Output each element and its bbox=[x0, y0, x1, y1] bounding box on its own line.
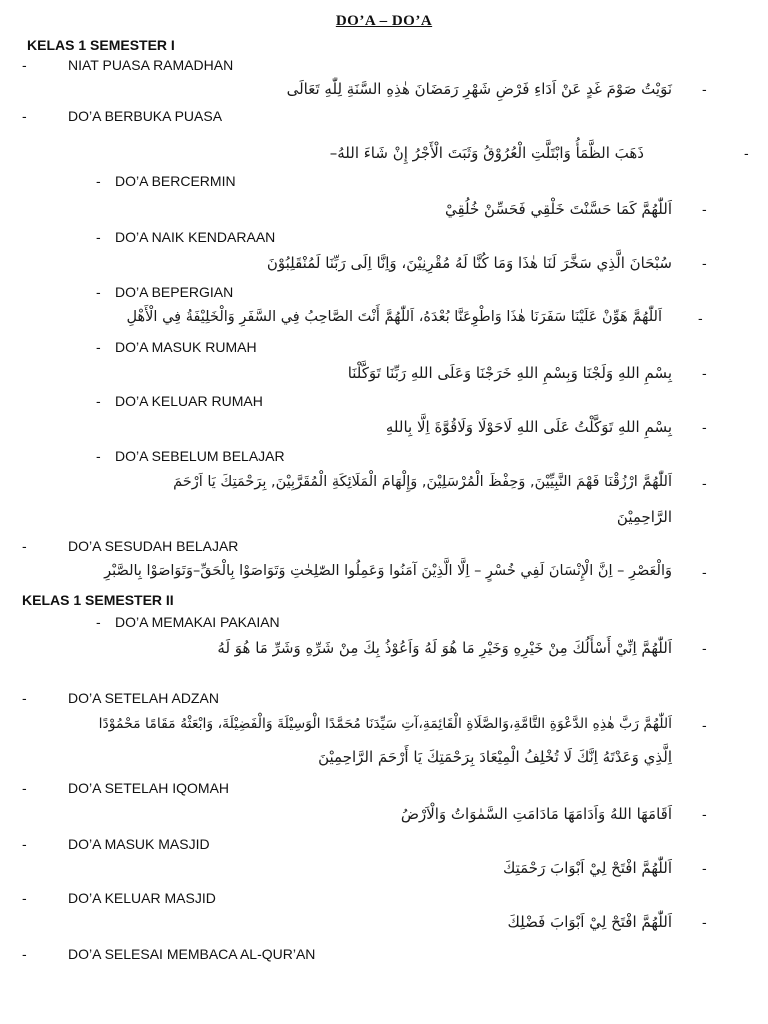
arabic-sebelum-belajar-line-2: الرَّاحِمِيْنَ bbox=[616, 508, 672, 526]
arabic-masuk-masjid: اَللّٰهُمَّ افْتَحْ لِيْ اَبْوَابَ رَحْمَتِكَ bbox=[502, 859, 672, 877]
list-dash: - bbox=[96, 229, 101, 245]
list-dash: - bbox=[96, 614, 101, 630]
section-heading-semester-2: KELAS 1 SEMESTER II bbox=[22, 592, 174, 608]
arabic-naik-kendaraan: سُبْحَانَ الَّذِي سَخَّرَ لَنَا هٰذَا وَمَا كُنَّا لَهُ مُقْرِنِيْنَ، وَاِنَّا اِلَى رَبِّنَا لَمُنْقَلِبُوْنَ bbox=[266, 254, 672, 272]
label-bercermin: DO’A BERCERMIN bbox=[115, 173, 236, 189]
label-masuk-rumah: DO’A MASUK RUMAH bbox=[115, 339, 257, 355]
label-bepergian: DO’A BEPERGIAN bbox=[115, 284, 234, 300]
list-dash: - bbox=[702, 860, 707, 876]
arabic-keluar-masjid: اَللّٰهُمَّ افْتَحْ لِيْ اَبْوَابَ فَضْلِكَ bbox=[507, 913, 672, 931]
arabic-sebelum-belajar-line-1: اَللّٰهُمَّ ارْزُقْنَا فَهْمَ النَّبِيِّيْنَ, وَحِفْظَ الْمُرْسَلِيْنَ, وَإِلْهَامَ الْمَلَائِكَةِ الْمُقَرَّبِيْنَ, بِرَحْمَتِكَ يَا اَرْحَمَ bbox=[173, 474, 672, 490]
list-dash: - bbox=[702, 201, 707, 217]
list-dash: - bbox=[698, 310, 703, 326]
list-dash: - bbox=[702, 564, 707, 580]
label-setelah-adzan: DO’A SETELAH ADZAN bbox=[68, 690, 219, 706]
list-dash: - bbox=[702, 914, 707, 930]
label-selesai-membaca-quran: DO’A SELESAI MEMBACA AL-QUR’AN bbox=[68, 946, 316, 962]
list-dash: - bbox=[702, 475, 707, 491]
list-dash: - bbox=[702, 365, 707, 381]
list-dash: - bbox=[96, 448, 101, 464]
label-berbuka-puasa: DO’A BERBUKA PUASA bbox=[68, 108, 223, 124]
list-dash: - bbox=[744, 145, 749, 161]
list-dash: - bbox=[96, 173, 101, 189]
list-dash: - bbox=[702, 419, 707, 435]
list-dash: - bbox=[702, 806, 707, 822]
arabic-setelah-iqomah: اَقَامَهَا اللهُ وَاَدَامَهَا مَادَامَتِ السَّمٰوَاتُ وَالْاَرْضُ bbox=[400, 805, 672, 823]
arabic-setelah-adzan-line-2: اِلَّذِي وَعَدْتَهُ اِنَّكَ لَا تُخْلِفُ الْمِيْعَادَ بِرَحْمَتِكَ يَا أَرْحَمَ الرَّاحِمِيْنَ bbox=[318, 748, 672, 766]
arabic-memakai-pakaian: اَللّٰهُمَّ اِنِّيْ أَسْأَلُكَ مِنْ خَيْرِهِ وَخَيْرِ مَا هُوَ لَهُ وَاَعُوْذُ بِكَ مِنْ شَرِّهِ وَشَرِّ مَا هُوَ لَهُ bbox=[217, 639, 672, 657]
label-keluar-masjid: DO’A KELUAR MASJID bbox=[68, 890, 216, 906]
list-dash: - bbox=[96, 393, 101, 409]
list-dash: - bbox=[702, 640, 707, 656]
label-naik-kendaraan: DO’A NAIK KENDARAAN bbox=[115, 229, 276, 245]
list-dash: - bbox=[22, 108, 27, 124]
label-memakai-pakaian: DO’A MEMAKAI PAKAIAN bbox=[115, 614, 280, 630]
label-setelah-iqomah: DO’A SETELAH IQOMAH bbox=[68, 780, 230, 796]
arabic-keluar-rumah: بِسْمِ اللهِ تَوَكَّلْتُ عَلَى اللهِ لَاحَوْلَا وَلَاقُوَّةَ اِلَّا بِاللهِ bbox=[385, 418, 672, 436]
list-dash: - bbox=[702, 717, 707, 733]
section-heading-semester-1: KELAS 1 SEMESTER I bbox=[27, 37, 175, 53]
list-dash: - bbox=[22, 780, 27, 796]
arabic-masuk-rumah: بِسْمِ اللهِ وَلَجْنَا وَبِسْمِ اللهِ خَرَجْنَا وَعَلَى اللهِ رَبِّنَا تَوَكَّلْنَا bbox=[347, 364, 672, 382]
arabic-sesudah-belajar: وَالْعَصْرِ – اِنَّ الْإِنْسَانَ لَفِي خُسْرٍ – اِلَّا الَّذِيْنَ آمَنُوا وَعَمِلُوا الصّٰلِحٰتِ وَتَوَاصَوْا بِالْحَقِّ–وَتَوَاصَوْا بِالصَّبْرِ bbox=[104, 563, 672, 579]
label-niat-puasa: NIAT PUASA RAMADHAN bbox=[68, 57, 234, 73]
label-keluar-rumah: DO’A KELUAR RUMAH bbox=[115, 393, 263, 409]
label-masuk-masjid: DO’A MASUK MASJID bbox=[68, 836, 210, 852]
list-dash: - bbox=[22, 890, 27, 906]
arabic-bercermin: اَللّٰهُمَّ كَمَا حَسَّنْتَ خَلْقِي فَحَسِّنْ خُلُقِيْ bbox=[444, 200, 672, 218]
arabic-bepergian: اَللّٰهُمَّ هَوِّنْ عَلَيْنَا سَفَرَنَا هٰذَا وَاطْوِعَنَّا بُعْدَهُ، اَللّٰهُمَّ أَنْتَ الصَّاحِبُ فِي السَّفَرِ وَالْخَلِيْفَةُ فِي الْأَهْلِ bbox=[126, 309, 662, 325]
list-dash: - bbox=[96, 284, 101, 300]
label-sebelum-belajar: DO’A SEBELUM BELAJAR bbox=[115, 448, 285, 464]
list-dash: - bbox=[22, 836, 27, 852]
list-dash: - bbox=[702, 81, 707, 97]
arabic-berbuka-puasa: ذَهَبَ الظَّمَأُ وَابْتَلَّتِ الْعُرُوْقُ وَثَبَتَ الْأَجْرُ إِنْ شَاءَ اللهُ– bbox=[329, 144, 644, 162]
arabic-niat-puasa: نَوَيْتُ صَوْمَ غَدٍ عَنْ اَدَاءِ فَرْضِ شَهْرِ رَمَضَانَ هٰذِهِ السَّنَةِ لِلّٰهِ تَعَالَى bbox=[286, 80, 672, 98]
list-dash: - bbox=[96, 339, 101, 355]
list-dash: - bbox=[702, 255, 707, 271]
list-dash: - bbox=[22, 57, 27, 73]
arabic-setelah-adzan-line-1: اَللّٰهُمَّ رَبَّ هٰذِهِ الدَّعْوَةِ التَّامَّةِ،وَالصَّلَاةِ الْقَائِمَةِ،آتِ سَيِّدَنَا مُحَمَّدًا الْوَسِيْلَةَ وَالْفَضِيْلَةَ، وَابْعَثْهُ مَقَامًا مَحْمُوْدًا bbox=[98, 716, 672, 732]
list-dash: - bbox=[22, 690, 27, 706]
list-dash: - bbox=[22, 946, 27, 962]
label-sesudah-belajar: DO’A SESUDAH BELAJAR bbox=[68, 538, 239, 554]
document-title: DO’A – DO’A bbox=[335, 13, 433, 29]
list-dash: - bbox=[22, 538, 27, 554]
